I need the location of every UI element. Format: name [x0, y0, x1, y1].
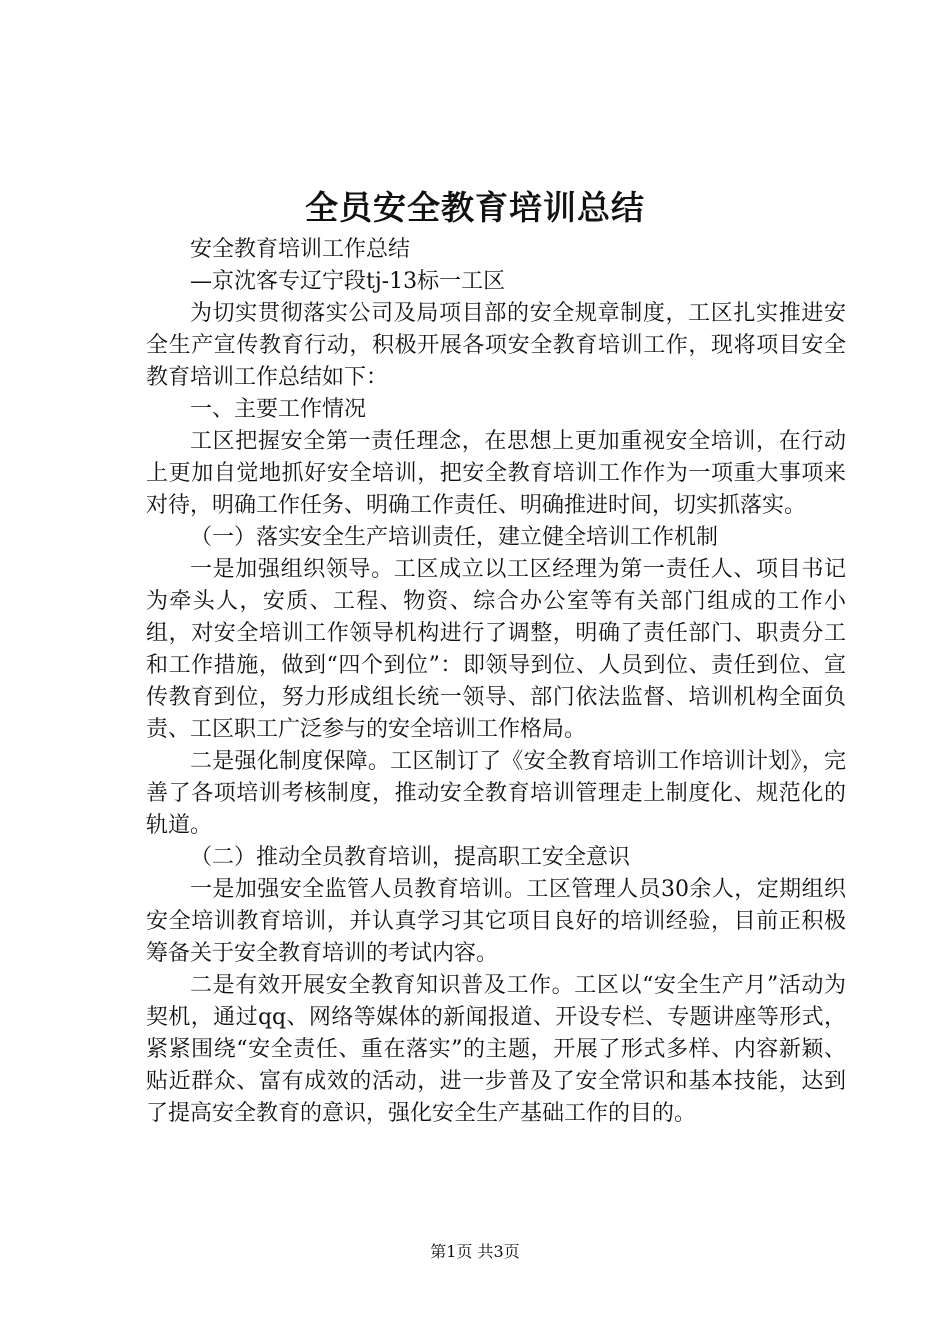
heading-subsection-2: （二）推动全员教育培训，提高职工安全意识: [190, 845, 631, 870]
document-title: 全员安全教育培训总结: [305, 188, 645, 227]
paragraph-supervisor-training: 一是加强安全监管人员教育培训。工区管理人员30余人，定期组织安全培训教育培训，并认真学习其它项目良好的培训经验，目前正积极筹备关于安全教育培训的考试内容。: [146, 877, 846, 966]
document-body: [146, 234, 846, 1130]
heading-main-work: 一、主要工作情况: [190, 397, 367, 422]
paragraph-system: 二是强化制度保障。工区制订了《安全教育培训工作培训计划》，完善了各项培训考核制度，推动安全教育培训管理走上制度化、规范化的轨道。: [146, 749, 846, 838]
paragraph-subtitle: 安全教育培训工作总结: [190, 237, 411, 262]
page-footer: 第1页 共3页: [430, 1242, 520, 1261]
heading-subsection-1: （一）落实安全生产培训责任，建立健全培训工作机制: [190, 525, 719, 550]
paragraph-organization: 一是加强组织领导。工区成立以工区经理为第一责任人、项目书记为牵头人，安质、工程、物资、综合办公室等有关部门组成的工作小组，对安全培训工作领导机构进行了调整，明确了责任部门、职责分工和工作措施，做到“四个到位”：即领导到位、人员到位、责任到位、宣传教育到位，努力形成组长统一领导、部门依法监督、培训机构全面负责、工区职工广泛参与的安全培训工作格局。: [146, 557, 846, 742]
paragraph-main-work: 工区把握安全第一责任理念，在思想上更加重视安全培训，在行动上更加自觉地抓好安全培训，把安全教育培训工作作为一项重大事项来对待，明确工作任务、明确工作责任、明确推进时间，切实抓落实。: [146, 429, 846, 518]
paragraph-knowledge-popularization: 二是有效开展安全教育知识普及工作。工区以“安全生产月”活动为契机，通过qq、网络等媒体的新闻报道、开设专栏、专题讲座等形式，紧紧围绕“安全责任、重在落实”的主题，开展了形式多样、内容新颖、贴近群众、富有成效的活动，进一步普及了安全常识和基本技能，达到了提高安全教育的意识，强化安全生产基础工作的目的。: [146, 973, 846, 1126]
paragraph-section-unit: —京沈客专辽宁段tj-13标一工区: [190, 269, 506, 294]
paragraph-intro: 为切实贯彻落实公司及局项目部的安全规章制度，工区扎实推进安全生产宣传教育行动，积极开展各项安全教育培训工作，现将项目安全教育培训工作总结如下：: [146, 301, 846, 390]
